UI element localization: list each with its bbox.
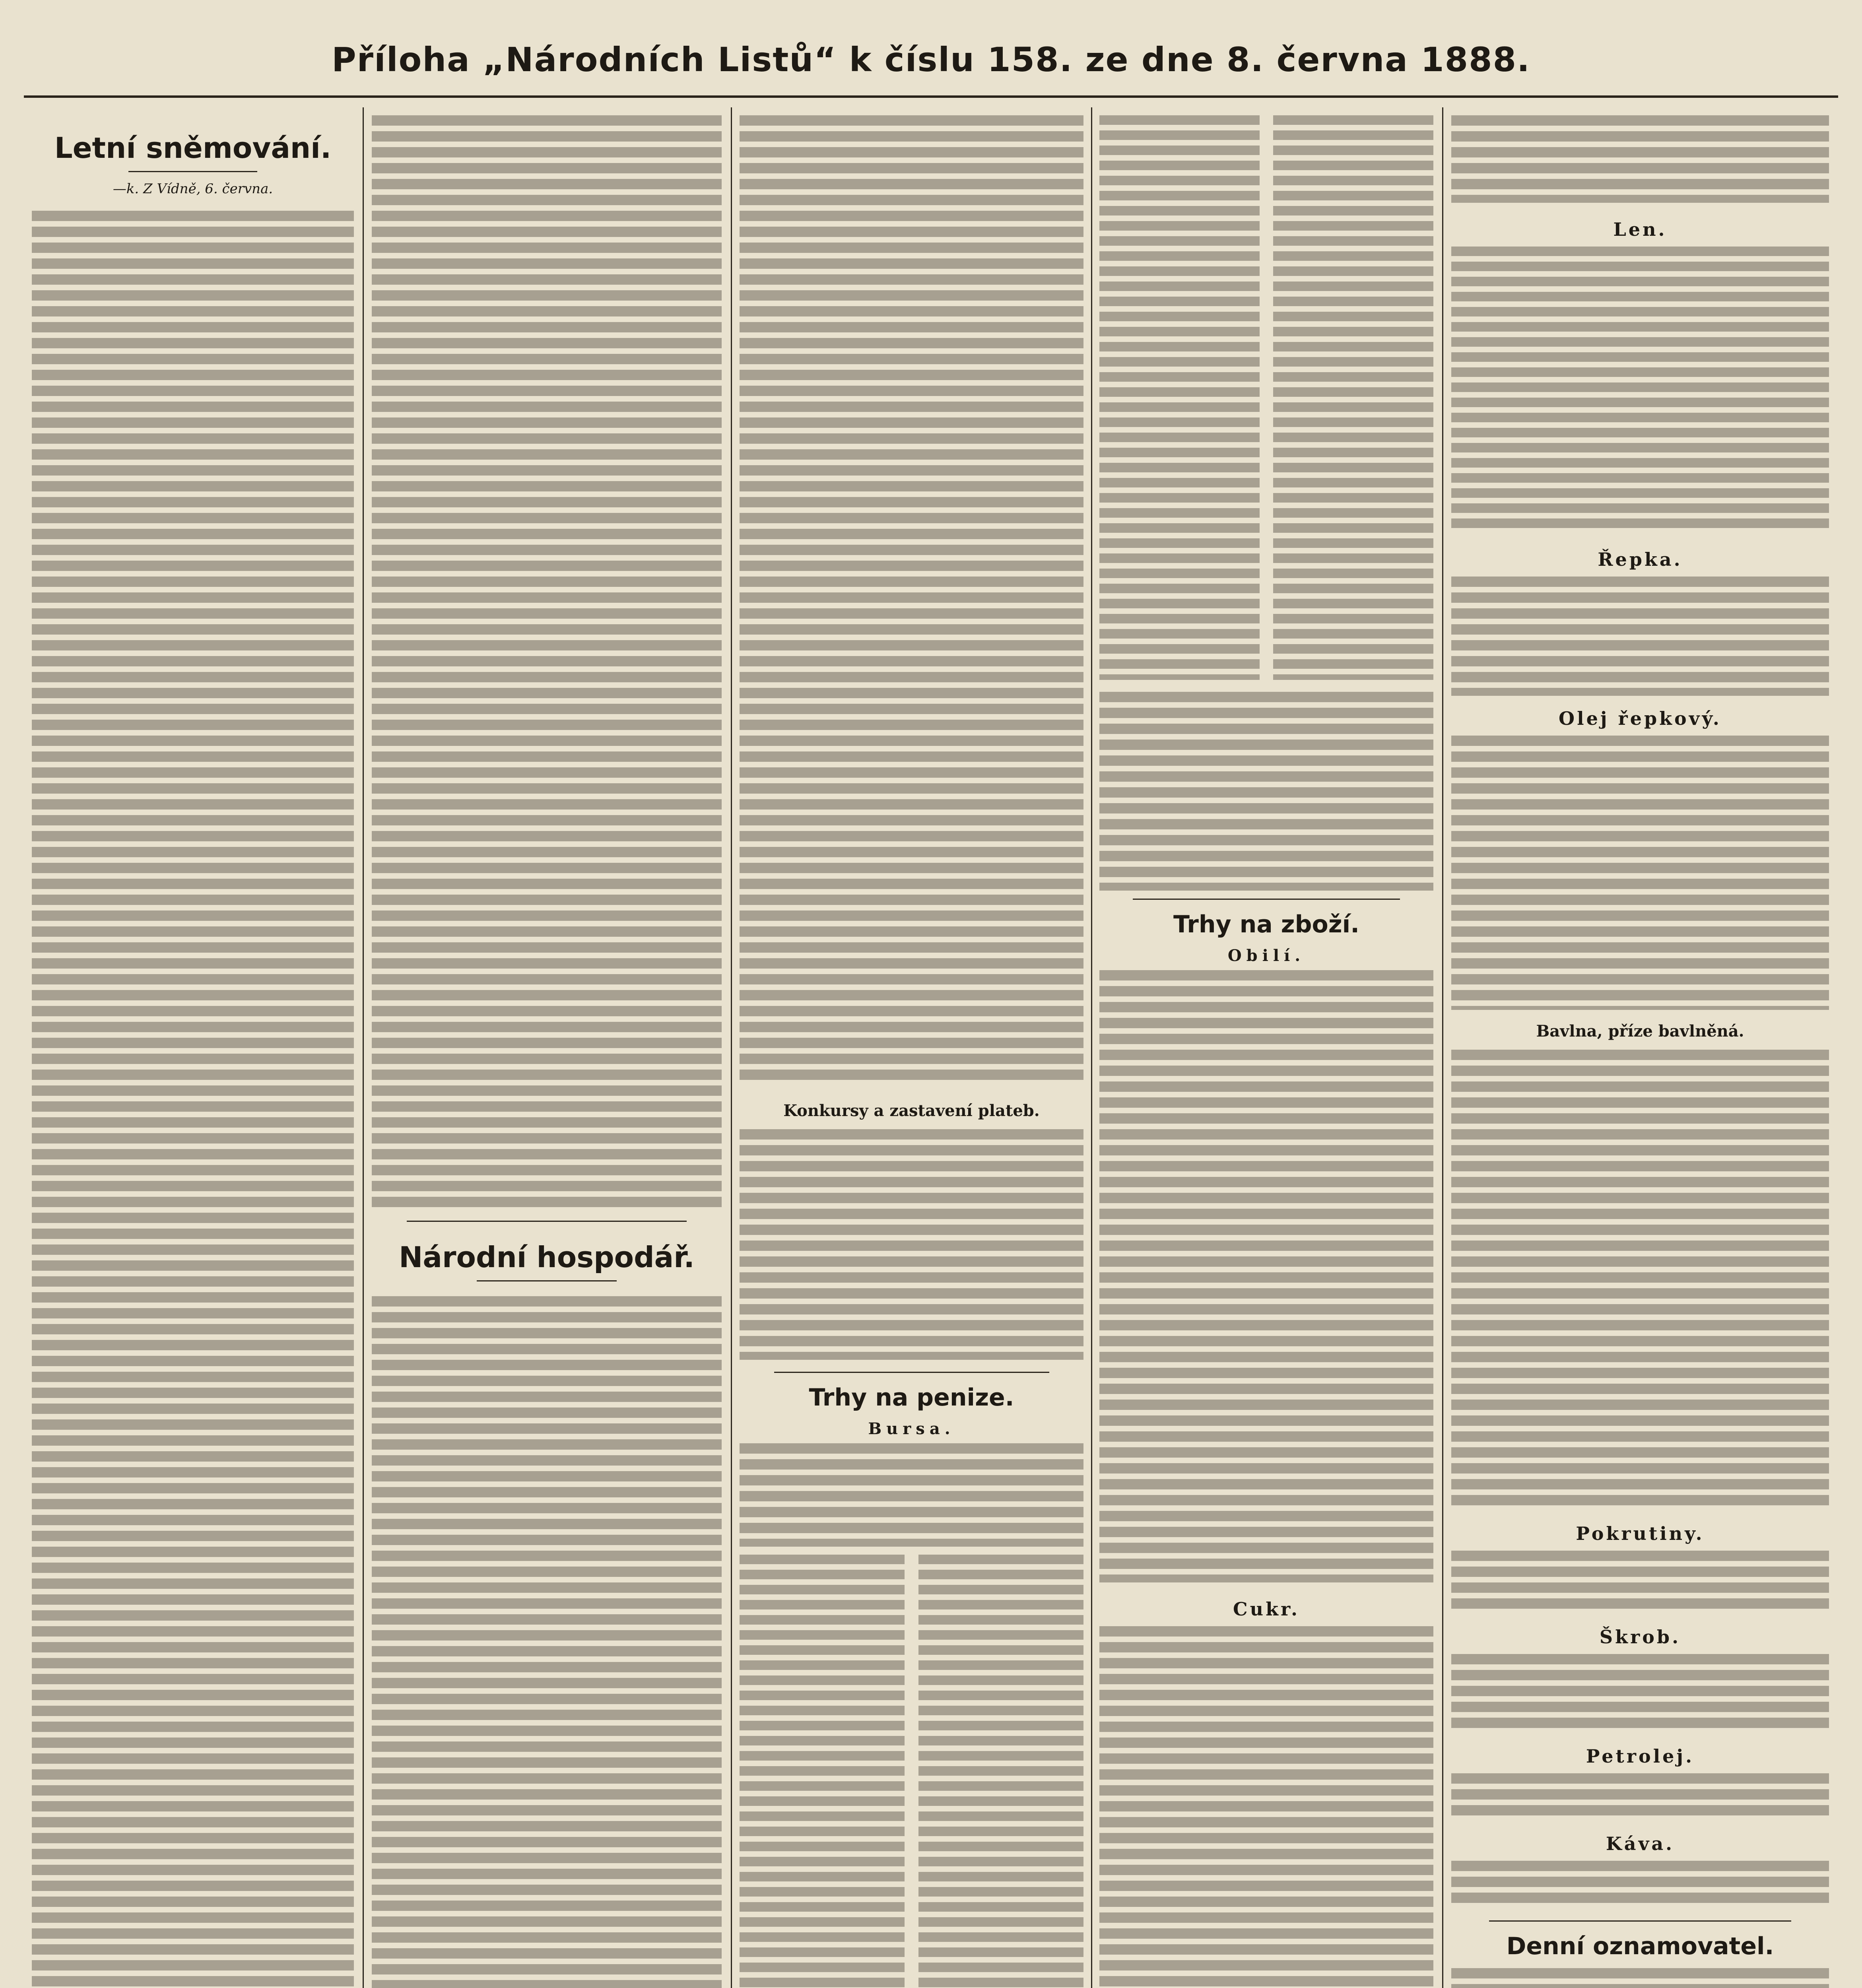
article-text-block [32,211,354,1988]
column-1 [32,107,354,1988]
article-text-block [1451,1654,1829,1734]
subsection-heading: Petrolej. [1586,1745,1695,1767]
subsection-heading: Obilí. [1227,946,1305,965]
column-4 [1099,107,1433,1988]
section-heading: Konkursy a zastavení plateb. [783,1101,1040,1120]
column-divider [731,107,732,1988]
article-text-block [740,1129,1083,1360]
exchange-rate-table-left [740,1555,905,1988]
exchange-rate-table-right [1273,115,1433,680]
column-divider [1442,107,1443,1988]
heading-rule [128,171,257,172]
column-3 [740,107,1083,1988]
article-text-block [372,1296,722,1988]
column-divider [1091,107,1092,1988]
subsection-heading: Cukr. [1233,1598,1300,1620]
section-rule [407,1221,687,1222]
subsection-heading: Len. [1613,219,1667,240]
article-text-block [1451,1551,1829,1614]
section-rule [774,1372,1049,1373]
article-heading: Letní sněmování. [54,131,332,165]
subsection-heading: Bursa. [868,1419,955,1438]
subsection-heading: Řepka. [1598,549,1683,570]
subsection-heading: Bavlna, příze bavlněná. [1536,1022,1744,1041]
section-heading: Denní oznamovatel. [1506,1932,1774,1960]
section-rule [1489,1920,1791,1922]
article-text-block [1099,692,1433,891]
page-masthead: Příloha „Národních Listů“ k číslu 158. ze dne 8. června 1888. [332,40,1530,79]
article-text-block [740,1443,1083,1547]
masthead-rule [24,95,1838,98]
exchange-rate-table-right [918,1555,1083,1988]
section-heading: Trhy na penize. [809,1384,1014,1411]
article-text-block [372,115,722,1209]
article-text-block [1451,1050,1829,1511]
column-divider [363,107,364,1988]
article-text-block [1451,115,1829,203]
article-text-block [1451,577,1829,696]
subsection-heading: Pokrutiny. [1576,1523,1705,1544]
section-heading: Národní hospodář. [399,1241,695,1274]
section-rule [1133,899,1400,900]
price-table [1451,247,1829,533]
article-text-block [740,115,1083,1085]
article-text-block [1451,1968,1829,1988]
subsection-heading: Škrob. [1599,1626,1681,1648]
section-heading: Trhy na zboží. [1173,911,1360,938]
subsection-heading: Olej řepkový. [1559,708,1722,729]
article-text-block [1451,1861,1829,1908]
article-text-block [1099,1626,1433,1988]
article-text-block [1451,736,1829,1010]
exchange-rate-table-left [1099,115,1260,680]
heading-rule [477,1280,617,1281]
column-5 [1451,107,1829,1988]
article-text-block [1451,1773,1829,1821]
article-text-block [1099,970,1433,1582]
dateline: —k. Z Vídně, 6. června. [113,181,273,197]
subsection-heading: Káva. [1606,1833,1675,1854]
column-2 [372,107,722,1988]
